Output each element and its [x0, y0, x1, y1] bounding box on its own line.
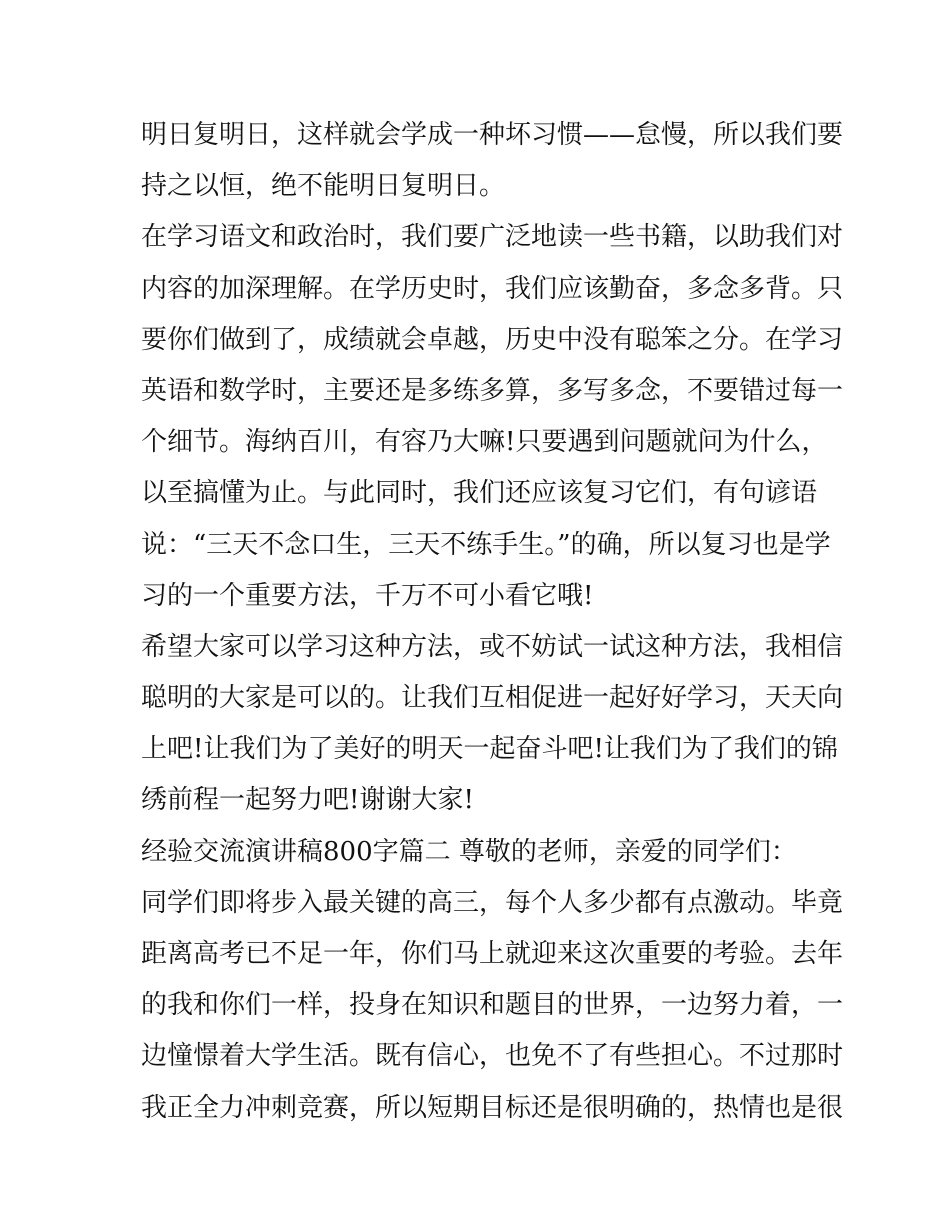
text-line: 在学习语文和政治时，我们要广泛地读一些书籍，以助我们对: [141, 222, 844, 253]
text-line: 持之以恒，绝不能明日复明日。: [141, 171, 506, 202]
section-heading: 经验交流演讲稿800字篇二 尊敬的老师，亲爱的同学们：: [141, 836, 797, 867]
text-line: 同学们即将步入最关键的高三，每个人多少都有点激动。毕竟: [141, 887, 844, 918]
text-line: 希望大家可以学习这种方法，或不妨试一试这种方法，我相信: [141, 631, 844, 662]
text-line: 聪明的大家是可以的。让我们互相促进一起好好学习，天天向: [141, 683, 844, 714]
text-line: 我正全力冲刺竞赛，所以短期目标还是很明确的，热情也是很: [141, 1092, 844, 1123]
text-line: 上吧!让我们为了美好的明天一起奋斗吧!让我们为了我们的锦: [141, 734, 838, 765]
text-line: 说：“三天不念口生，三天不练手生。”的确，所以复习也是学: [141, 529, 831, 560]
text-line: 边憧憬着大学生活。既有信心，也免不了有些担心。不过那时: [141, 1041, 844, 1072]
text-line: 明日复明日，这样就会学成一种坏习惯——怠慢，所以我们要: [141, 120, 844, 150]
text-line: 的我和你们一样，投身在知识和题目的世界，一边努力着，一: [141, 990, 844, 1021]
text-line: 习的一个重要方法，千万不可小看它哦!: [141, 580, 594, 611]
text-line: 内容的加深理解。在学历史时，我们应该勤奋，多念多背。只: [141, 273, 844, 304]
body-text: [141, 110, 844, 1134]
text-line: 距离高考已不足一年，你们马上就迎来这次重要的考验。去年: [141, 939, 844, 969]
text-line: 英语和数学时，主要还是多练多算，多写多念，不要错过每一: [141, 375, 844, 406]
text-line: 个细节。海纳百川，有容乃大嘛!只要遇到问题就问为什么，: [141, 427, 828, 458]
text-line: 要你们做到了，成绩就会卓越，历史中没有聪笨之分。在学习: [141, 324, 844, 355]
text-line: 绣前程一起努力吧!谢谢大家!: [141, 785, 474, 816]
text-line: 以至搞懂为止。与此同时，我们还应该复习它们，有句谚语: [141, 478, 818, 509]
